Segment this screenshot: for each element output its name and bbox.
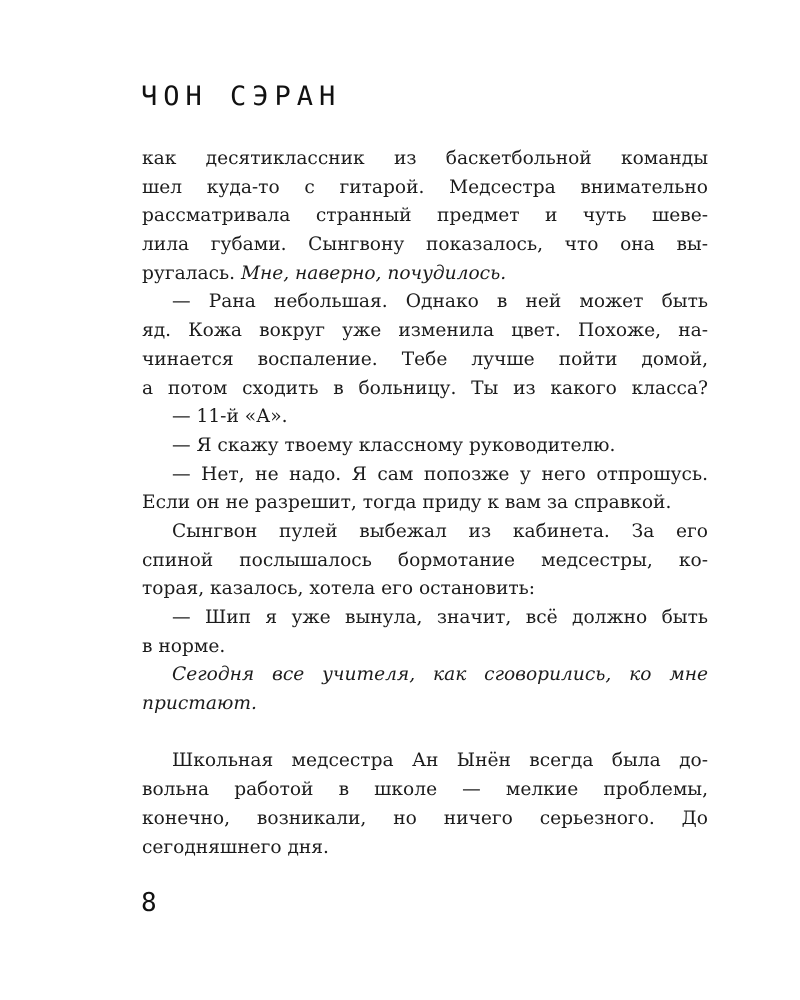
dialogue-line: — Нет, не надо. Я сам попозже у него отпрошусь. — [172, 463, 708, 485]
body-text — [142, 145, 708, 862]
text-line: рассматривала странный предмет и чуть шеве- — [142, 205, 708, 227]
text-line: в норме. — [142, 635, 226, 657]
running-head-author: ЧОН СЭРАН — [141, 81, 342, 112]
text-line: лила губами. Сынгвону показалось, что она вы- — [142, 234, 708, 256]
text-line: конечно, возникали, но ничего серьезного. До — [142, 807, 708, 829]
dialogue-line: — Шип я уже вынула, значит, всё должно быть — [172, 607, 708, 628]
text-line: Если он не разрешит, тогда приду к вам за справкой. — [142, 492, 672, 514]
section-gap — [142, 719, 708, 748]
text-line: сегодняшнего дня. — [142, 836, 329, 858]
text-run: ругалась. — [142, 262, 241, 284]
paragraph-start: Сынгвон пулей выбежал из кабинета. За его — [172, 520, 708, 542]
italic-thought: Мне, наверно, почудилось. — [240, 262, 507, 284]
text-line: как десятиклассник из баскетбольной команды — [142, 148, 708, 169]
page-number: 8 — [141, 888, 157, 918]
text-line: яд. Кожа вокруг уже изменила цвет. Похоже, на- — [142, 320, 708, 342]
dialogue-line: — Я скажу твоему классному руководителю. — [172, 434, 616, 456]
paragraph-start: Школьная медсестра Ан Ынён всегда была до- — [172, 750, 708, 772]
text-line: торая, казалось, хотела его остановить: — [142, 578, 536, 600]
dialogue-line: — Рана небольшая. Однако в ней может быть — [172, 291, 708, 313]
italic-thought: Сегодня все учителя, как сговорились, ко мне — [172, 664, 708, 686]
italic-thought: пристают. — [142, 693, 257, 715]
dialogue-line: — 11-й «А». — [172, 406, 288, 428]
text-line — [142, 260, 708, 289]
text-line: шел куда-то с гитарой. Медсестра внимательно — [142, 176, 708, 198]
text-line: чинается воспаление. Тебе лучше пойти домой, — [142, 348, 708, 370]
text-line: а потом сходить в больницу. Ты из какого класса? — [142, 377, 708, 399]
text-line: вольна работой в школе — мелкие проблемы, — [142, 779, 708, 801]
text-line: спиной послышалось бормотание медсестры, ко- — [142, 549, 708, 571]
